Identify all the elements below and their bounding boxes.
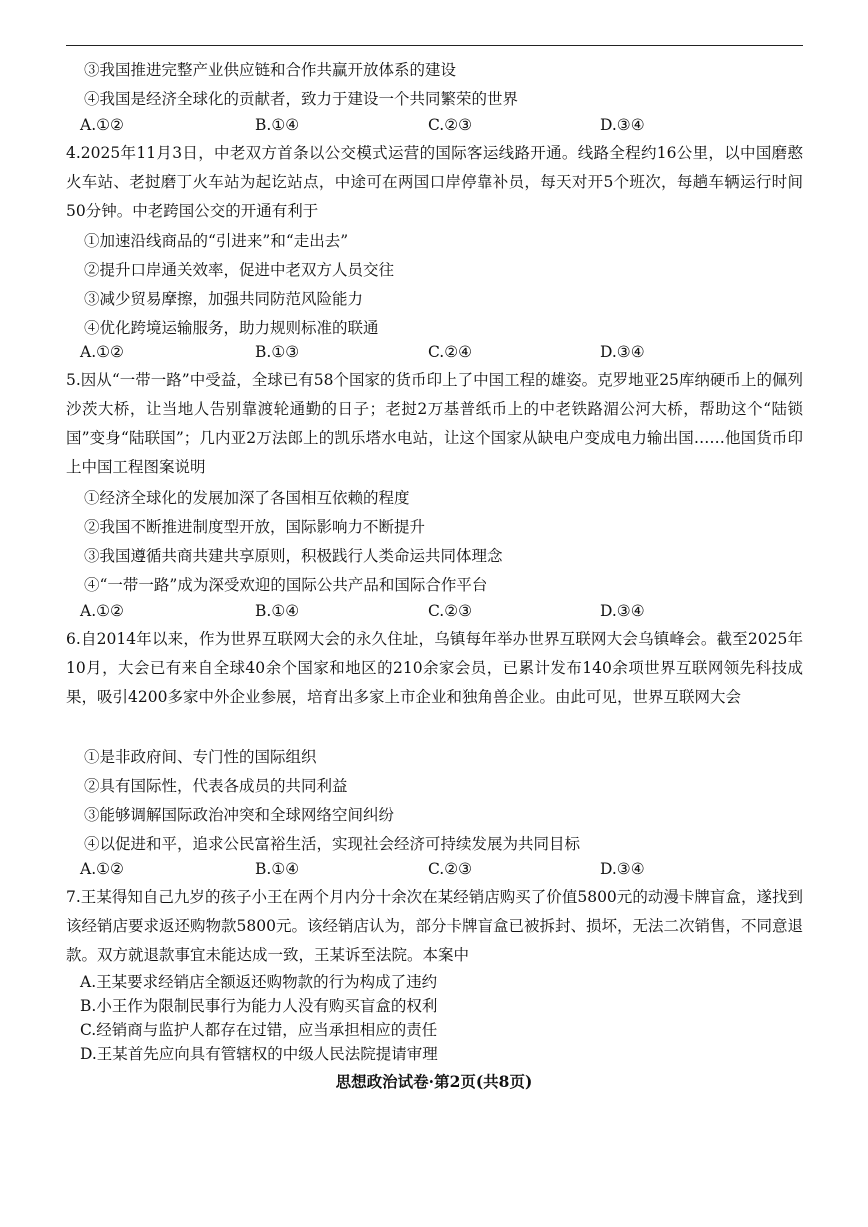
- q6-stem: 6.自2014年以来，作为世界互联网大会的永久住址，乌镇每年举办世界互联网大会乌镇峰会。截至2025年10月，大会已有来自全球40余个国家和地区的210余家会员，已累计发布140余项世界互联网领先科技成果，吸引4200多家中外企业参展，培育出多家上市企业和独角兽企业。由此可见，世界互联网大会: [66, 630, 803, 706]
- q4-item-4: ④优化跨境运输服务，助力规则标准的联通: [84, 319, 379, 337]
- q7-choice-b: B.小王作为限制民事行为能力人没有购买盲盒的权利: [80, 997, 438, 1015]
- q6-item-3: ③能够调解国际政治冲突和全球网络空间纠纷: [84, 806, 395, 824]
- q6-item-1: ①是非政府间、专门性的国际组织: [84, 748, 317, 766]
- q4-option-d: D.③④: [600, 343, 645, 361]
- q3-item-4: ④我国是经济全球化的贡献者，致力于建设一个共同繁荣的世界: [84, 90, 519, 108]
- q5-item-1: ①经济全球化的发展加深了各国相互依赖的程度: [84, 489, 410, 507]
- q4-item-2: ②提升口岸通关效率，促进中老双方人员交往: [84, 261, 395, 279]
- q3-option-a: A.①②: [80, 116, 124, 134]
- q6-item-2: ②具有国际性，代表各成员的共同利益: [84, 777, 348, 795]
- q7-choice-a: A.王某要求经销店全额返还购物款的行为构成了违约: [80, 973, 438, 991]
- q5-options: [80, 601, 780, 621]
- page-footer: 思想政治试卷·第2页(共8页): [335, 1072, 533, 1091]
- q4-option-b: B.①③: [255, 343, 300, 361]
- q4-item-3: ③减少贸易摩擦，加强共同防范风险能力: [84, 290, 364, 308]
- q4-options: [80, 342, 780, 362]
- q5-stem: 5.因从“一带一路”中受益，全球已有58个国家的货币印上了中国工程的雄姿。克罗地亚25库纳硬币上的佩列沙茨大桥，让当地人告别靠渡轮通勤的日子；老挝2万基普纸币上的中老铁路湄公河大桥，帮助这个“陆锁国”变身“陆联国”；几内亚2万法郎上的凯乐塔水电站，让这个国家从缺电户变成电力输出国……他国货币印上中国工程图案说明: [66, 371, 803, 476]
- q6-option-c: C.②③: [428, 860, 473, 878]
- q3-options: [80, 115, 780, 135]
- q3-option-d: D.③④: [600, 116, 645, 134]
- q4-stem: 4.2025年11月3日，中老双方首条以公交模式运营的国际客运线路开通。线路全程约16公里，以中国磨憨火车站、老挝磨丁火车站为起讫站点，中途可在两国口岸停靠补员，每天对开5个班次，每趟车辆运行时间50分钟。中老跨国公交的开通有利于: [66, 144, 803, 220]
- q5-option-a: A.①②: [80, 602, 124, 620]
- header-rule: [66, 45, 803, 46]
- q6-item-4: ④以促进和平，追求公民富裕生活，实现社会经济可持续发展为共同目标: [84, 835, 581, 853]
- q7-choice-d: D.王某首先应向具有管辖权的中级人民法院提请审理: [80, 1045, 438, 1063]
- q6-option-a: A.①②: [80, 860, 124, 878]
- q3-item-3: ③我国推进完整产业供应链和合作共赢开放体系的建设: [84, 61, 457, 79]
- q7-stem: 7.王某得知自己九岁的孩子小王在两个月内分十余次在某经销店购买了价值5800元的动漫卡牌盲盒，遂找到该经销店要求返还购物款5800元。该经销店认为，部分卡牌盲盒已被拆封、损坏，无法二次销售，不同意退款。双方就退款事宜未能达成一致，王某诉至法院。本案中: [66, 888, 803, 964]
- q5-item-3: ③我国遵循共商共建共享原则，积极践行人类命运共同体理念: [84, 547, 503, 565]
- q7-choice-c: C.经销商与监护人都存在过错，应当承担相应的责任: [80, 1021, 438, 1039]
- q3-option-c: C.②③: [428, 116, 473, 134]
- q6-option-b: B.①④: [255, 860, 300, 878]
- q5-option-c: C.②③: [428, 602, 473, 620]
- q5-item-2: ②我国不断推进制度型开放，国际影响力不断提升: [84, 518, 426, 536]
- q4-option-a: A.①②: [80, 343, 124, 361]
- q6-option-d: D.③④: [600, 860, 645, 878]
- q4-option-c: C.②④: [428, 343, 473, 361]
- q4-item-1: ①加速沿线商品的“引进来”和“走出去”: [84, 232, 349, 250]
- q5-option-d: D.③④: [600, 602, 645, 620]
- q5-item-4: ④“一带一路”成为深受欢迎的国际公共产品和国际合作平台: [84, 576, 488, 594]
- q3-option-b: B.①④: [255, 116, 300, 134]
- q6-options: [80, 859, 780, 879]
- q5-option-b: B.①④: [255, 602, 300, 620]
